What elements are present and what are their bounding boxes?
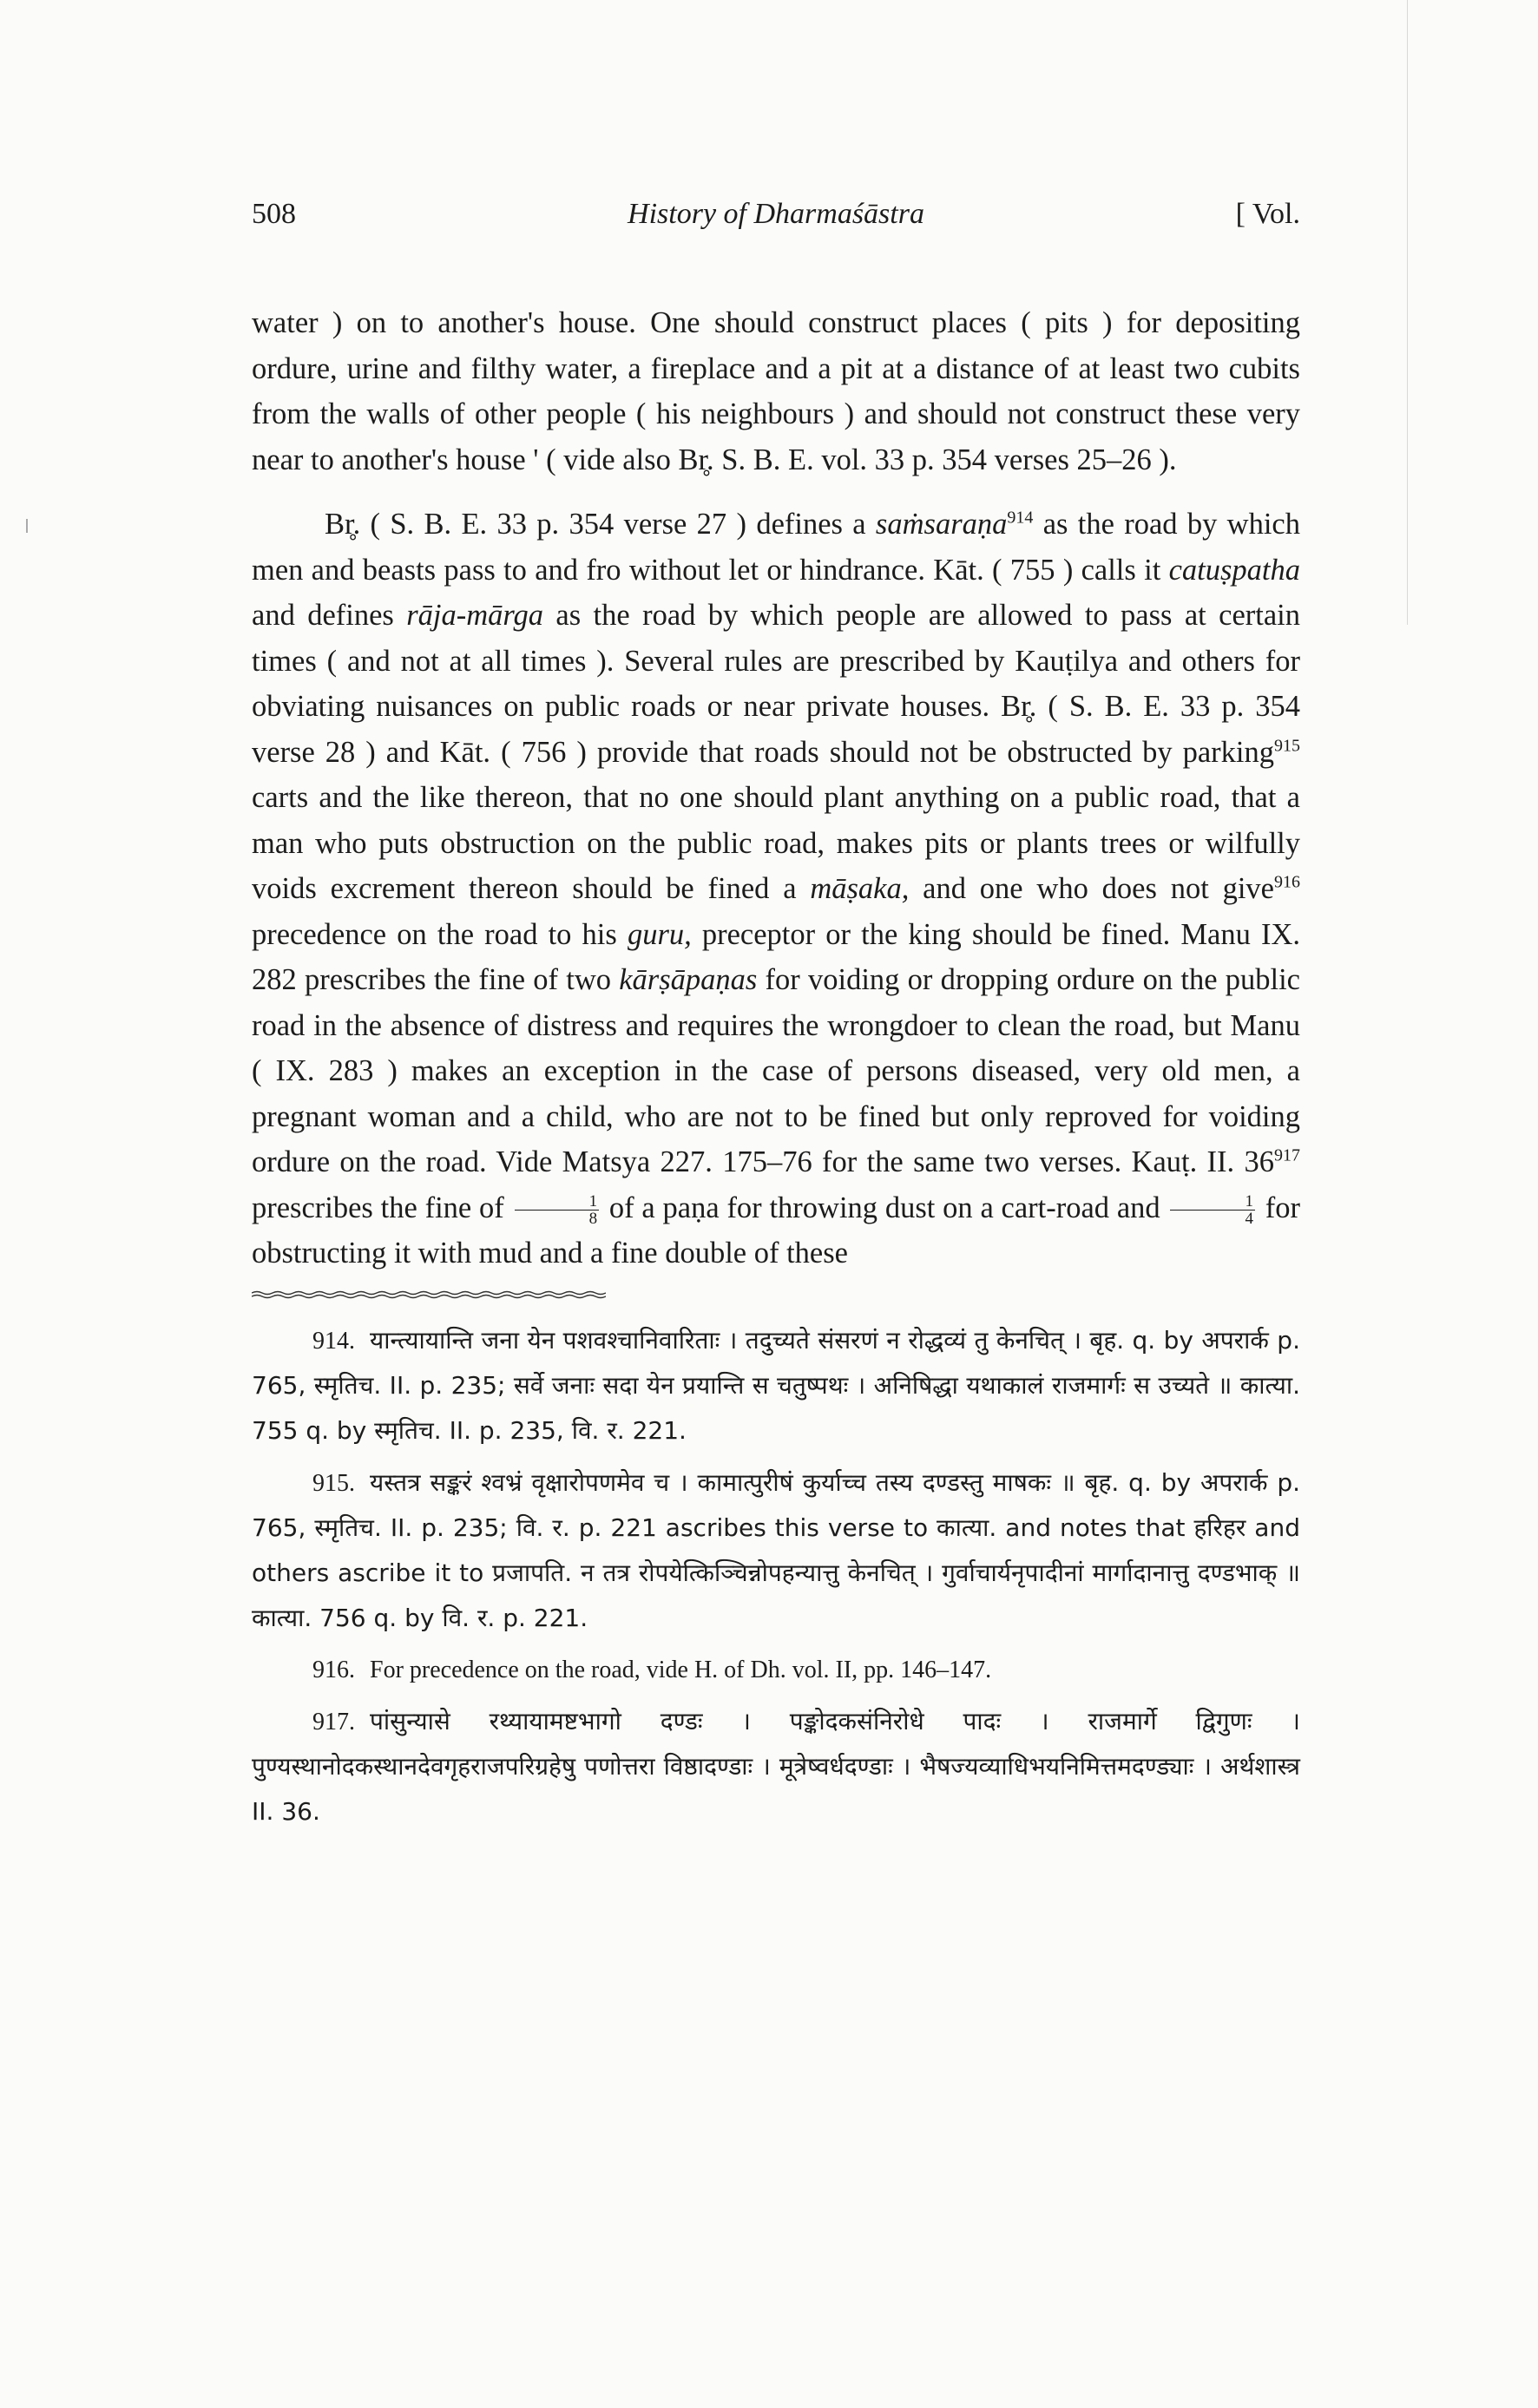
paragraph-1: water ) on to another's house. One should construct places ( pits ) for depositing ordure, urine and filthy water, a fireplace and a pit at a distance of at least two cubits from the walls of other people ( his neighbours ) and should not construct these very near to another's house ' ( vide also Br̥. S. B. E. vol. 33 p. 354 verses 25–26 ). [252, 306, 1300, 476]
footnote-number: 914. [312, 1327, 355, 1355]
p2-text: preceptor or the king should be fined. Manu IX. 282 prescribes the fine of two [252, 917, 1300, 996]
footnote-917 [252, 1699, 1300, 1834]
p2-text: carts and the like thereon, that no one should plant anything on a public road, that a man who puts obstruction on the public road, makes pits or plants trees or wilfully voids excrement thereon should be fined a [252, 781, 1300, 905]
p2-text: for obstructing it with mud and a fine double of these [252, 1191, 1300, 1270]
term-samsarana: saṁsaraṇa [875, 508, 1008, 541]
p2-text: and defines [252, 599, 407, 632]
margin-mark [26, 519, 28, 533]
footnote-text: यान्त्यायान्ति जना येन पशवश्चानिवारिताः । तदुच्यते संसरणं न रोद्धव्यं तु केनचित् । बृह. q. by [370, 1325, 1202, 1355]
footnote-916 [252, 1648, 1300, 1692]
p2-text: of a paṇa for throwing dust on a cart-road and [601, 1191, 1168, 1224]
wavy-rule-icon [252, 1290, 606, 1299]
fraction-numerator: 1 [1170, 1193, 1255, 1211]
p2-text: as the road by which men and beasts pass to and fro without let or hindrance. Kāt. ( 755 ) calls it [252, 508, 1300, 587]
fraction-numerator: 1 [515, 1193, 600, 1211]
page-edge-line [1407, 0, 1408, 625]
running-head [252, 193, 1300, 245]
footnote-915 [252, 1460, 1300, 1641]
footnote-number: 915. [312, 1469, 355, 1497]
book-title: History of Dharmaśāstra [628, 198, 924, 230]
p2-text: Br̥. ( S. B. E. 33 p. 354 verse 27 ) defines a [325, 508, 876, 541]
footnote-ref-917[interactable]: 917 [1274, 1145, 1300, 1165]
p2-text: and one who does not give [909, 872, 1274, 905]
term-masaka: māṣaka, [810, 872, 910, 905]
p2-text: prescribes the fine of [252, 1191, 512, 1224]
paragraph-2 [252, 502, 1300, 1276]
volume-marker: [ Vol. [1235, 198, 1300, 230]
body-text [252, 300, 1300, 1276]
term-karsapanas: kārṣāpaṇas [619, 963, 758, 996]
footnote-text: For precedence on the road, vide H. of Dh. vol. II, pp. 146–147. [370, 1656, 992, 1683]
fraction-one-quarter [1170, 1193, 1255, 1227]
footnote-ref-915[interactable]: 915 [1274, 736, 1300, 755]
footnote-text: यस्तत्र सङ्करं श्वभ्रं वृक्षारोपणमेव च । कामात्पुरीषं कुर्याच्च तस्य दण्डस्तु माषकः ॥ बृह. q. by अपरार्क p. 765, स्मृतिच. II. p. 235; वि. र. p. 221 ascribes this verse to कात्या. and notes that हरिहर and others ascribe it to प्रजापति. [252, 1467, 1300, 1587]
footnote-text: न तत्र रोपयेत्किञ्चिन्नोपहन्यात्तु केनचित् । गुर्वाचार्यनृपादीनां मार्गादानात्तु दण्डभाक् ॥ कात्या. 756 q. by वि. र. p. 221. [252, 1558, 1300, 1632]
footnote-divider [252, 1290, 606, 1299]
term-guru: guru, [627, 917, 692, 951]
page-content [252, 193, 1300, 1841]
footnote-text: पांसुन्यासे रथ्यायामष्टभागो दण्डः । पङ्कोदकसंनिरोधे पादः । राजमार्गे द्विगुणः । पुण्यस्थानोदकस्थानदेवगृहराजपरिग्रहेषु पणोत्तरा विष्ठादण्डाः । मूत्रेष्वर्धदण्डाः । भैषज्यव्याधिभयनिमित्तमदण्ड्याः । अर्थशास्त्र II. 36. [252, 1706, 1300, 1826]
term-catuspatha: catuṣpatha [1168, 553, 1300, 587]
fraction-denominator: 4 [1245, 1210, 1253, 1229]
fraction-one-eighth [515, 1193, 600, 1227]
footnote-ref-916[interactable]: 916 [1274, 872, 1300, 892]
p2-text: precedence on the road to his [252, 917, 628, 951]
footnotes [252, 1318, 1300, 1834]
fraction-denominator: 8 [588, 1210, 598, 1229]
footnote-914 [252, 1318, 1300, 1453]
footnote-number: 916. [312, 1656, 355, 1683]
p2-text: as the road by which people are allowed to pass at certain times ( and not at all times ). Several rules are prescribed by Kauṭilya and others for obviating nuisances on public roads or near private houses. Br̥. ( S. B. E. 33 p. 354 verse 28 ) and Kāt. ( 756 ) provide that roads should not be obstructed by parking [252, 599, 1300, 769]
footnote-number: 917. [312, 1708, 355, 1735]
footnote-text: अपरार्क p. 765, स्मृतिच. II. p. 235; सर्वे जनाः सदा येन प्रयान्ति स चतुष्पथः । अनिषिद्धा यथाकालं राजमार्गः स उच्यते ॥ कात्या. 755 q. by स्मृतिच. II. p. 235, वि. र. 221. [252, 1325, 1300, 1445]
page-number: 508 [252, 198, 296, 230]
p2-text: for voiding or dropping ordure on the public road in the absence of distress and requires the wrongdoer to clean the road, but Manu ( IX. 283 ) makes an exception in the case of persons diseased, very old men, a pregnant woman and a child, who are not to be fined but only reproved for voiding ordure on the road. Vide Matsya 227. 175–76 for the same two verses. Kauṭ. II. 36 [252, 963, 1300, 1178]
footnote-ref-914[interactable]: 914 [1007, 508, 1034, 528]
term-rajamarga: rāja-mārga [406, 599, 544, 632]
